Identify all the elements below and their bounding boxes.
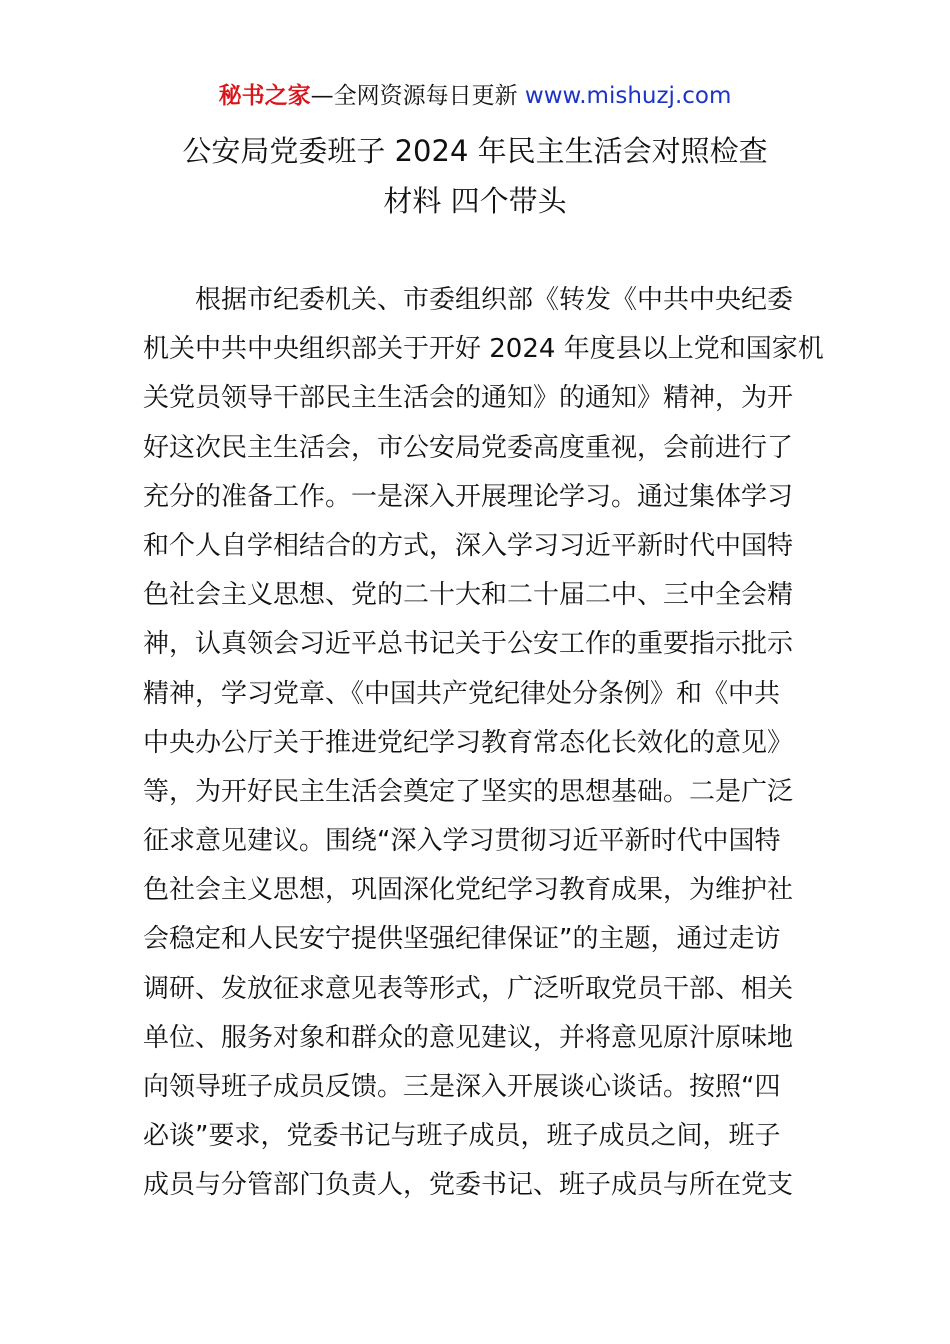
body-line: 单位、服务对象和群众的意见建议，并将意见原汁原味地 bbox=[143, 1022, 794, 1053]
body-line: 色社会主义思想、党的二十大和二十届二中、三中全会精 bbox=[143, 580, 794, 611]
document-body bbox=[143, 276, 824, 1211]
body-line: 中央办公厅关于推进党纪学习教育常态化长效化的意见》 bbox=[143, 727, 794, 758]
title-line-2: 材料 四个带头 bbox=[383, 184, 567, 218]
header-tagline: —全网资源每日更新 bbox=[310, 83, 518, 109]
body-line: 机关中共中央组织部关于开好 2024 年度县以上党和国家机 bbox=[143, 334, 824, 365]
body-line: 色社会主义思想，巩固深化党纪学习教育成果，为维护社 bbox=[143, 875, 794, 906]
brand-name: 秘书之家 bbox=[218, 83, 311, 109]
body-line: 征求意见建议。围绕“深入学习贯彻习近平新时代中国特 bbox=[143, 826, 781, 857]
body-line: 和个人自学相结合的方式，深入学习习近平新时代中国特 bbox=[143, 530, 794, 561]
body-line: 精神，学习党章、《中国共产党纪律处分条例》和《中共 bbox=[143, 678, 781, 709]
body-line: 好这次民主生活会，市公安局党委高度重视，会前进行了 bbox=[143, 432, 794, 463]
body-line: 向领导班子成员反馈。三是深入开展谈心谈话。按照“四 bbox=[143, 1072, 781, 1102]
title-line-1: 公安局党委班子 2024 年民主生活会对照检查 bbox=[182, 134, 768, 168]
body-line: 根据市纪委机关、市委组织部《转发《中共中央纪委 bbox=[143, 285, 794, 315]
body-line: 等，为开好民主生活会奠定了坚实的思想基础。二是广泛 bbox=[143, 776, 794, 807]
body-line: 成员与分管部门负责人，党委书记、班子成员与所在党支 bbox=[143, 1170, 794, 1201]
body-line: 神，认真领会习近平总书记关于公安工作的重要指示批示 bbox=[143, 629, 794, 660]
body-line: 关党员领导干部民主生活会的通知》的通知》精神，为开 bbox=[143, 383, 794, 414]
body-line: 充分的准备工作。一是深入开展理论学习。通过集体学习 bbox=[143, 481, 794, 512]
site-url-link[interactable]: www.mishuzj.com bbox=[524, 83, 732, 109]
document-title bbox=[120, 126, 830, 226]
site-header bbox=[0, 80, 950, 112]
body-line: 会稳定和人民安宁提供坚强纪律保证”的主题，通过走访 bbox=[143, 924, 781, 955]
body-line: 调研、发放征求意见表等形式，广泛听取党员干部、相关 bbox=[143, 973, 794, 1004]
body-line: 必谈”要求，党委书记与班子成员，班子成员之间，班子 bbox=[143, 1121, 781, 1152]
